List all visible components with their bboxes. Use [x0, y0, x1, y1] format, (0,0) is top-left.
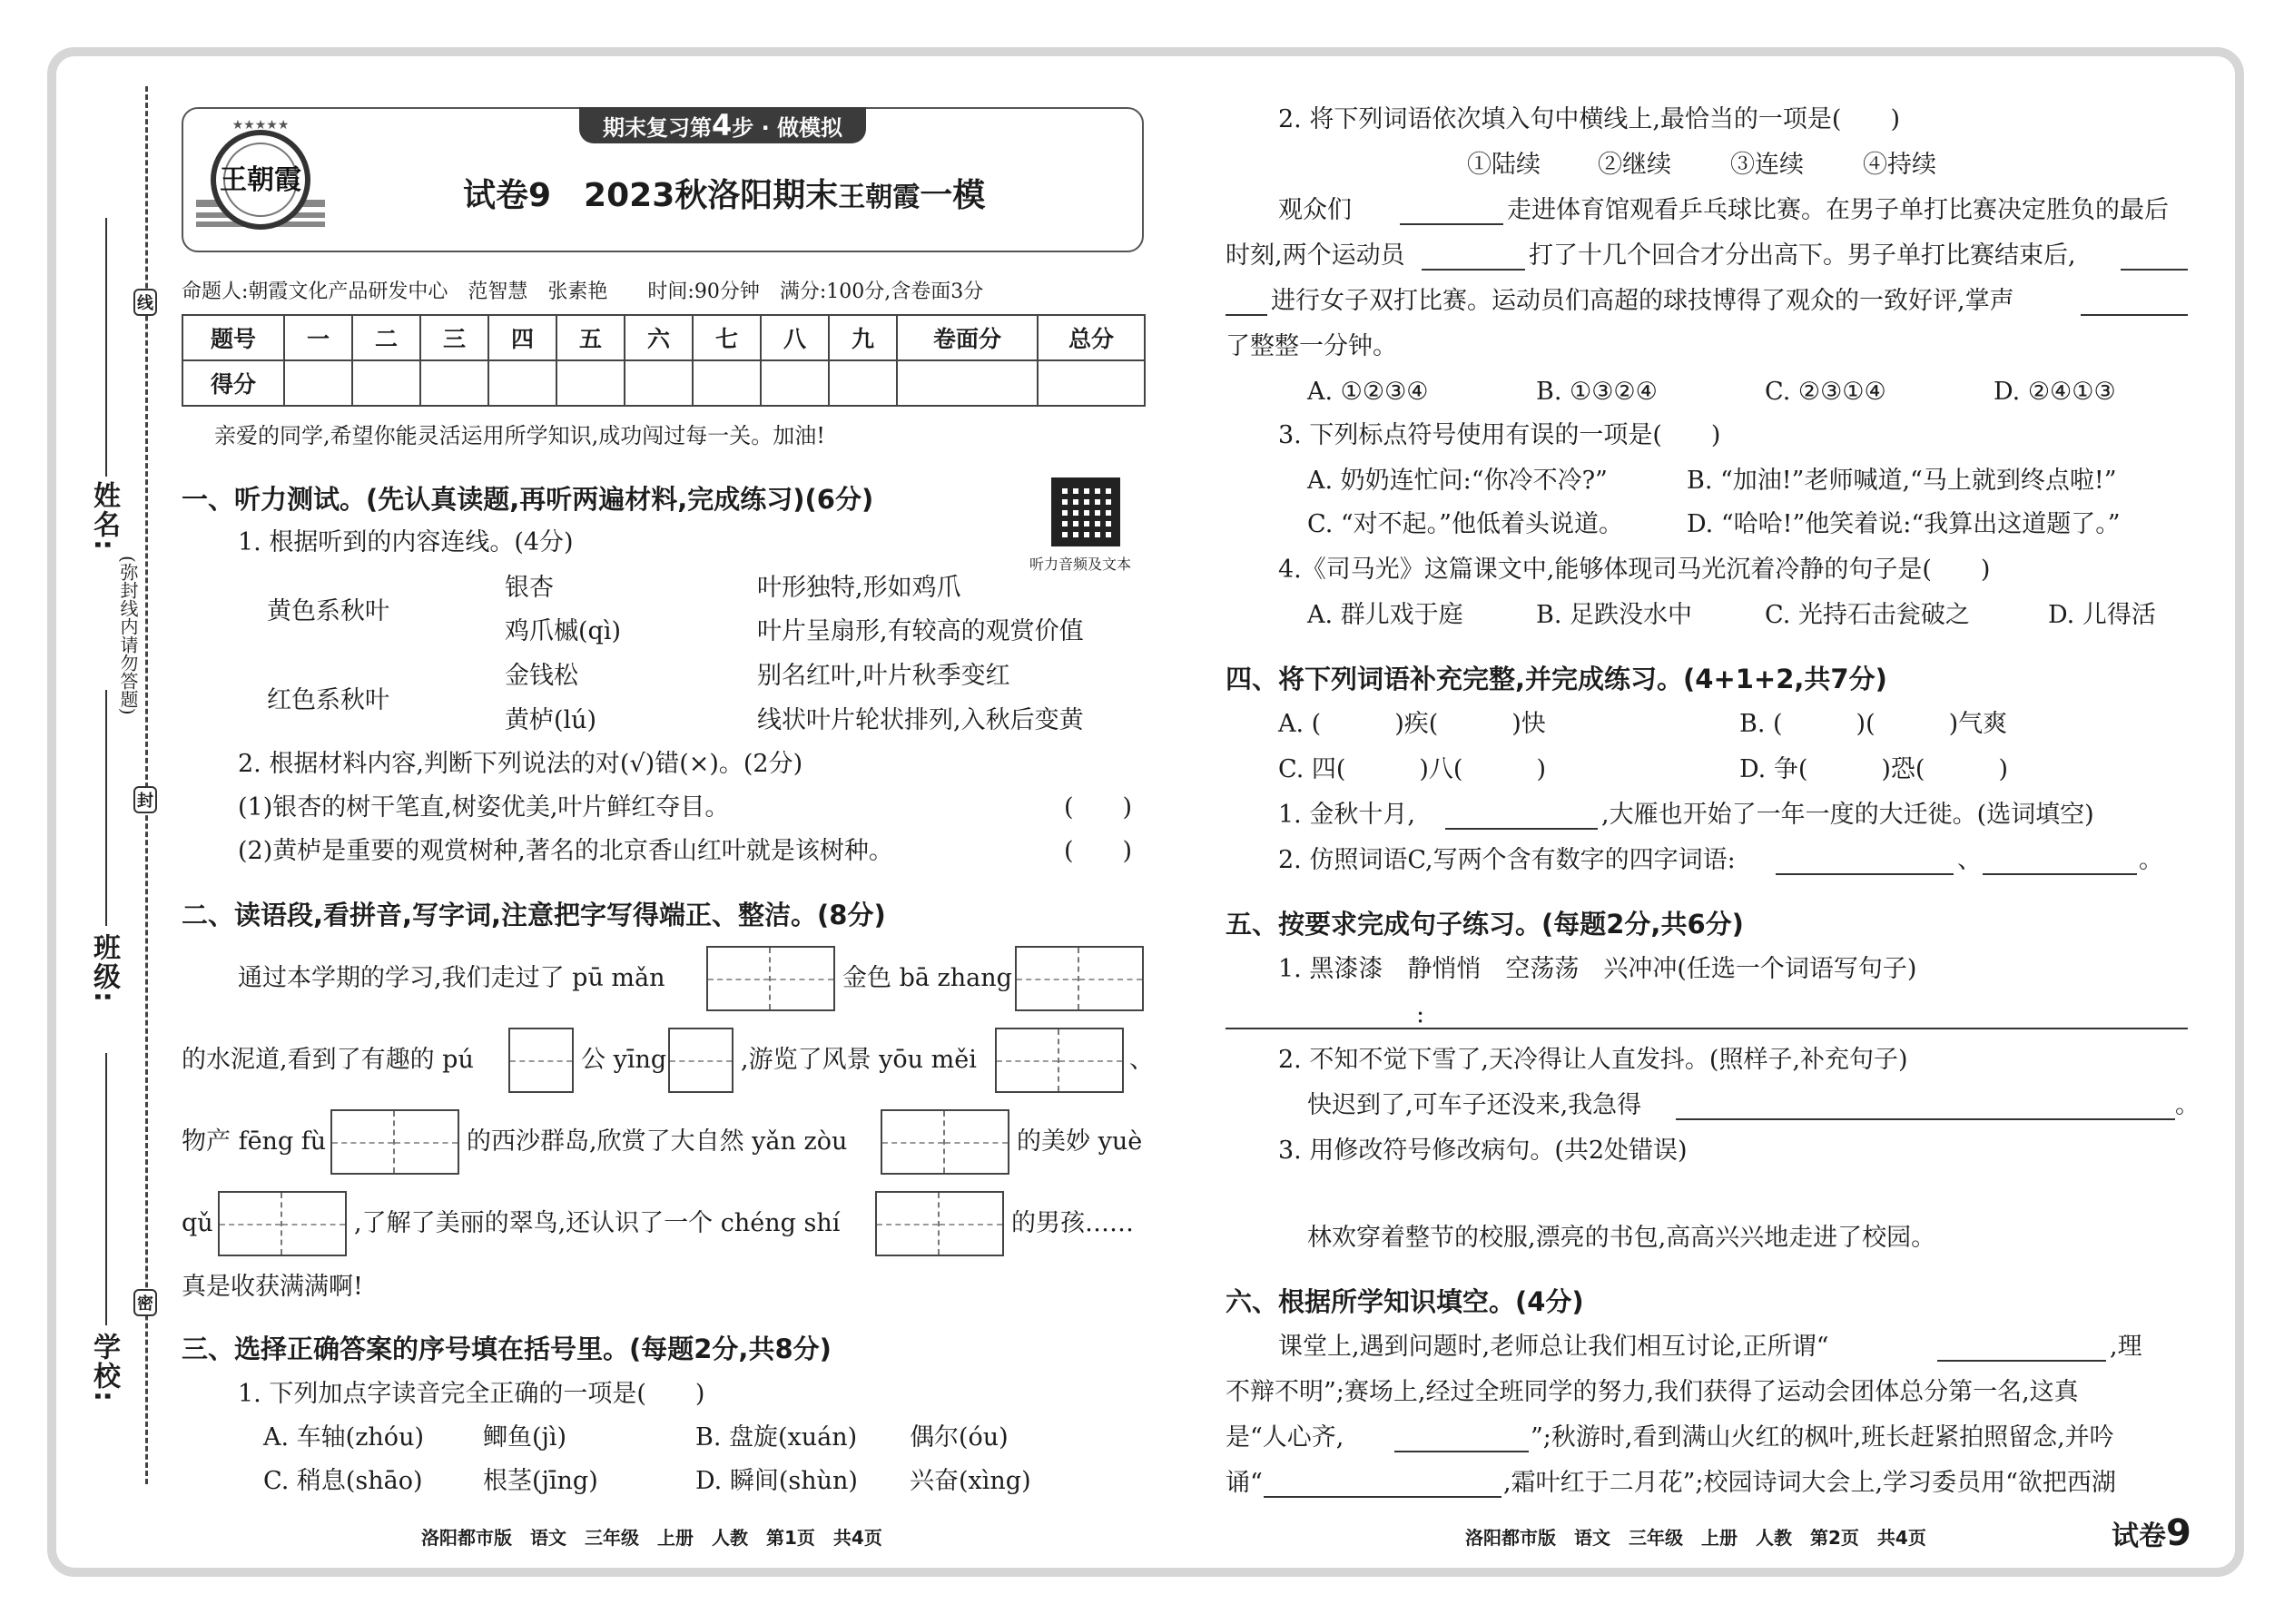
- qr-code[interactable]: [1051, 477, 1120, 546]
- s3-q3-opt[interactable]: D. “哈哈!”他笑着说:“我算出这道题了。”: [1687, 510, 2121, 538]
- s1-mid-3: 黄栌(lú): [505, 706, 597, 734]
- s1-j1: (1)银杏的树干笔直,树姿优美,叶片鲜红夺目。: [238, 793, 730, 822]
- banner-post: 步 · 做模拟: [732, 115, 843, 141]
- s3-q4-opt[interactable]: B. 足跌没水中: [1536, 601, 1693, 629]
- s1-j2-paren[interactable]: ( ): [1064, 837, 1133, 865]
- title-end: 一模: [920, 177, 986, 214]
- pinyin-grid[interactable]: [330, 1109, 459, 1175]
- s5-q1: 1. 黑漆漆 静悄悄 空荡荡 兴冲冲(任选一个词语写句子): [1278, 955, 1917, 983]
- class-field[interactable]: [105, 690, 107, 926]
- s6-l1b: ,理: [2110, 1333, 2142, 1361]
- score-cell[interactable]: [556, 360, 625, 406]
- s1-right-3: 线状叶片轮状排列,入秋后变黄: [757, 706, 1084, 734]
- seal-mark-xian: 线: [133, 289, 157, 316]
- blank-line[interactable]: [1400, 223, 1503, 225]
- s3-q2-p1b: 走进体育馆观看乒乓球比赛。在男子单打比赛决定胜负的最后: [1507, 196, 2169, 224]
- s3-q3-opt[interactable]: C. “对不起。”他低着头说道。: [1307, 510, 1623, 538]
- exam-title: [463, 176, 985, 218]
- s3-q2-p3: 进行女子双打比赛。运动员们高超的球技博得了观众的一致好评,掌声: [1271, 287, 2014, 315]
- score-cell[interactable]: [284, 360, 352, 406]
- s3-q2-opt: ④持续: [1863, 151, 1936, 179]
- s1-left-0: 黄色系秋叶: [267, 597, 389, 625]
- s3-q2-ans[interactable]: D. ②④①③: [1994, 378, 2116, 406]
- s6-l4a: 诵“: [1226, 1469, 1263, 1497]
- s2-l1a: 通过本学期的学习,我们走过了 pū mǎn: [238, 964, 665, 992]
- blank-line[interactable]: [2121, 269, 2188, 271]
- s6-l3a: 是“人心齐,: [1226, 1423, 1344, 1452]
- s1-title: 一、听力测试。(先认真读题,再听两遍材料,完成练习)(6分): [182, 484, 874, 515]
- blank-line[interactable]: [1422, 269, 1525, 271]
- blank-line[interactable]: [2081, 314, 2188, 316]
- s3-q4-opt[interactable]: D. 儿得活: [2048, 601, 2156, 629]
- s2-l4b: ,了解了美丽的翠鸟,还认识了一个 chéng shí: [354, 1209, 841, 1237]
- badge-number: 9: [2166, 1512, 2191, 1554]
- s2-l4a: qǔ: [182, 1209, 213, 1237]
- greeting: 亲爱的同学,希望你能灵活运用所学知识,成功闯过每一关。加油!: [214, 423, 825, 448]
- s3-q1-opt[interactable]: A. 车轴(zhóu): [263, 1423, 424, 1452]
- s5-q3-sentence: 林欢穿着整节的校服,漂亮的书包,高高兴兴地走进了校园。: [1307, 1224, 1936, 1252]
- s3-title: 三、选择正确答案的序号填在括号里。(每题2分,共8分): [182, 1334, 832, 1364]
- s5-q2c: 。: [2175, 1091, 2200, 1119]
- s4-q1b: ,大雁也开始了一年一度的大迁徙。(选词填空): [1601, 801, 2094, 829]
- s4-title: 四、将下列词语补充完整,并完成练习。(4+1+2,共7分): [1226, 664, 1887, 694]
- name-label: 姓名:: [88, 481, 120, 552]
- score-cell[interactable]: [420, 360, 488, 406]
- footer-right: 洛阳都市版 语文 三年级 上册 人教 第2页 共4页: [1465, 1527, 1926, 1549]
- s2-l2d: 、: [1129, 1046, 1154, 1074]
- blank-line[interactable]: [1983, 873, 2137, 875]
- s1-q1: 1. 根据听到的内容连线。(4分): [238, 528, 574, 556]
- seal-mark-feng: 封: [133, 786, 157, 813]
- s2-l2b: 公 yīng: [581, 1046, 667, 1074]
- score-cell[interactable]: [829, 360, 897, 406]
- s3-q1-opt: 鲫鱼(jì): [483, 1423, 567, 1452]
- score-head-cell: 总分: [1038, 315, 1145, 360]
- s3-q1-opt: 根茎(jīng): [483, 1467, 598, 1495]
- exam-badge: [2112, 1512, 2191, 1554]
- s2-l4c: 的男孩……: [1011, 1209, 1134, 1237]
- s3-q2-p1a: 观众们: [1278, 196, 1352, 224]
- s3-q4-opt[interactable]: A. 群儿戏于庭: [1307, 601, 1463, 629]
- s1-j1-paren[interactable]: ( ): [1064, 793, 1133, 822]
- blank-line[interactable]: [1264, 1496, 1501, 1498]
- s5-q2b: 快迟到了,可车子还没来,我急得: [1307, 1091, 1642, 1119]
- s1-q2: 2. 根据材料内容,判断下列说法的对(√)错(×)。(2分): [238, 750, 803, 778]
- pinyin-grid[interactable]: [881, 1109, 1009, 1175]
- s3-q2-ans[interactable]: A. ①②③④: [1307, 378, 1429, 406]
- score-head-cell: 七: [693, 315, 761, 360]
- s1-right-1: 叶片呈扇形,有较高的观赏价值: [757, 617, 1084, 645]
- s3-q4-opt[interactable]: C. 光持石击瓮破之: [1765, 601, 1970, 629]
- pinyin-grid[interactable]: [706, 946, 835, 1011]
- banner-pre: 期末复习第: [602, 115, 712, 141]
- score-cell[interactable]: [625, 360, 693, 406]
- pinyin-grid[interactable]: [995, 1028, 1124, 1093]
- s4-q2a: 2. 仿照词语C,写两个含有数字的四字词语:: [1278, 846, 1736, 874]
- s3-q1-opt: 偶尔(óu): [910, 1423, 1009, 1452]
- s2-l2c: ,游览了风景 yōu měi: [741, 1046, 977, 1074]
- seal-mark-mi: 密: [133, 1289, 157, 1316]
- score-head-cell: 八: [761, 315, 829, 360]
- s4-q2b: 、: [1957, 846, 1982, 874]
- s4-q2c: 。: [2139, 846, 2163, 874]
- blank-line[interactable]: [1226, 1028, 2188, 1029]
- s5-q2: 2. 不知不觉下雪了,天冷得让人直发抖。(照样子,补充句子): [1278, 1046, 1908, 1074]
- s6-l4b: ,霜叶红于二月花”;校园诗词大会上,学习委员用“欲把西湖: [1503, 1469, 2116, 1497]
- s1-mid-0: 银杏: [505, 574, 554, 602]
- blank-line[interactable]: [1676, 1118, 2175, 1120]
- score-row-label: 得分: [182, 360, 284, 406]
- s5-q3: 3. 用修改符号修改病句。(共2处错误): [1278, 1137, 1688, 1165]
- s3-q2-p2a: 时刻,两个运动员: [1226, 241, 1405, 270]
- s3-q1-opt[interactable]: C. 稍息(shāo): [263, 1467, 423, 1495]
- s3-q1-opt: 兴奋(xìng): [910, 1467, 1031, 1495]
- s1-right-2: 别名红叶,叶片秋季变红: [757, 662, 1010, 690]
- score-cell[interactable]: [897, 360, 1038, 406]
- score-cell[interactable]: [488, 360, 556, 406]
- score-head-cell: 二: [352, 315, 420, 360]
- s6-title: 六、根据所学知识填空。(4分): [1226, 1286, 1584, 1317]
- s2-l1b: 金色 bā zhang: [842, 964, 1012, 992]
- class-label: 班级:: [88, 933, 120, 1004]
- s2-title: 二、读语段,看拼音,写字词,注意把字写得端正、整洁。(8分): [182, 900, 886, 930]
- name-field[interactable]: [105, 218, 107, 477]
- s1-right-0: 叶形独特,形如鸡爪: [757, 574, 961, 602]
- s4-q1a: 1. 金秋十月,: [1278, 801, 1415, 829]
- s4-c[interactable]: C. 四( )八( ): [1278, 755, 1546, 783]
- s3-q1: 1. 下列加点字读音完全正确的一项是( ): [238, 1380, 705, 1408]
- s3-q2-p2b: 打了十几个回合才分出高下。男子单打比赛结束后,: [1529, 241, 2076, 270]
- qr-caption: 听力音频及文本: [1029, 556, 1132, 573]
- s1-j2: (2)黄栌是重要的观赏树种,著名的北京香山红叶就是该树种。: [238, 837, 893, 865]
- score-cell[interactable]: [693, 360, 761, 406]
- s6-l2: 不辩不明”;赛场上,经过全班同学的努力,我们获得了运动会团体总分第一名,这真: [1226, 1378, 2079, 1406]
- exam-meta: 命题人:朝霞文化产品研发中心 范智慧 张素艳 时间:90分钟 满分:100分,含卷面3分: [182, 281, 984, 303]
- blank-line[interactable]: [1776, 873, 1954, 875]
- score-head-cell: 九: [829, 315, 897, 360]
- pinyin-grid[interactable]: [668, 1028, 733, 1093]
- s2-l5: 真是收获满满啊!: [182, 1273, 363, 1301]
- score-head-cell: 六: [625, 315, 693, 360]
- score-head-cell: 一: [284, 315, 352, 360]
- score-header-row: [182, 315, 1145, 360]
- school-field[interactable]: [105, 1053, 107, 1325]
- pinyin-grid[interactable]: [218, 1191, 347, 1256]
- s1-mid-2: 金钱松: [505, 662, 578, 690]
- blank-line[interactable]: [1445, 828, 1598, 830]
- s3-q2-p4: 了整整一分钟。: [1226, 332, 1397, 360]
- s3-q4: 4.《司马光》这篇课文中,能够体现司马光沉着冷静的句子是( ): [1278, 556, 1991, 584]
- s3-q2-opt: ③连续: [1730, 151, 1804, 179]
- s2-l2a: 的水泥道,看到了有趣的 pú: [182, 1046, 474, 1074]
- footer-left: 洛阳都市版 语文 三年级 上册 人教 第1页 共4页: [421, 1527, 882, 1549]
- s4-a[interactable]: A. ( )疾( )快: [1278, 710, 1546, 738]
- s2-l3b: 的西沙群岛,欣赏了大自然 yǎn zòu: [467, 1127, 848, 1156]
- blank-line[interactable]: [1394, 1451, 1529, 1452]
- score-table: [182, 314, 1146, 407]
- s1-mid-1: 鸡爪槭(qì): [505, 617, 621, 645]
- score-cell[interactable]: [1038, 360, 1145, 406]
- banner-step: 4: [711, 108, 733, 143]
- s3-q3: 3. 下列标点符号使用有误的一项是( ): [1278, 421, 1721, 449]
- s3-q2-ans[interactable]: B. ①③②④: [1536, 378, 1658, 406]
- seal-note: (弥封线内请勿答题): [117, 556, 139, 715]
- pinyin-grid[interactable]: [875, 1191, 1004, 1256]
- school-label: 学校:: [88, 1333, 120, 1403]
- s3-q2-ans[interactable]: C. ②③①④: [1765, 378, 1886, 406]
- s3-q2: 2. 将下列词语依次填入句中横线上,最恰当的一项是( ): [1278, 105, 1900, 133]
- s5-colon: :: [1416, 1000, 1425, 1029]
- s2-l3c: 的美妙 yuè: [1017, 1127, 1143, 1156]
- svg-text:★★★★★: ★★★★★: [231, 118, 290, 133]
- title-main: 试卷9 2023秋洛阳期末: [463, 177, 839, 214]
- s5-title: 五、按要求完成句子练习。(每题2分,共6分): [1226, 909, 1744, 940]
- pinyin-grid[interactable]: [1015, 946, 1144, 1011]
- score-head-cell: 三: [420, 315, 488, 360]
- title-brand: 王朝霞: [838, 182, 921, 213]
- s3-q2-opt: ①陆续: [1467, 151, 1541, 179]
- badge-label: 试卷: [2112, 1521, 2166, 1552]
- brand-logo: [192, 118, 329, 241]
- s3-q1-opt[interactable]: D. 瞬间(shùn): [695, 1467, 858, 1495]
- score-head-cell: 五: [556, 315, 625, 360]
- s3-q3-opt[interactable]: A. 奶奶连忙问:“你冷不冷?”: [1307, 467, 1608, 495]
- s6-l3b: ”;秋游时,看到满山火红的枫叶,班长赶紧拍照留念,并吟: [1531, 1423, 2114, 1452]
- logo-text: 王朝霞: [220, 164, 301, 196]
- s3-q1-opt[interactable]: B. 盘旋(xuán): [695, 1423, 858, 1452]
- s3-q2-opt: ②继续: [1598, 151, 1671, 179]
- score-head-cell: 四: [488, 315, 556, 360]
- s4-d[interactable]: D. 争( )恐( ): [1739, 755, 2008, 783]
- score-value-row: [182, 360, 1145, 406]
- score-cell[interactable]: [761, 360, 829, 406]
- s1-left-1: 红色系秋叶: [267, 686, 389, 714]
- s3-q3-opt[interactable]: B. “加油!”老师喊道,“马上就到终点啦!”: [1687, 467, 2117, 495]
- s4-b[interactable]: B. ( )( )气爽: [1739, 710, 2008, 738]
- score-head-cell: 卷面分: [897, 315, 1038, 360]
- score-cell[interactable]: [352, 360, 420, 406]
- blank-line[interactable]: [1937, 1360, 2106, 1362]
- s2-l3a: 物产 fēng fù: [182, 1127, 327, 1156]
- blank-line[interactable]: [1226, 314, 1267, 316]
- score-head-cell: 题号: [182, 315, 284, 360]
- banner: [579, 107, 866, 143]
- s6-l1a: 课堂上,遇到问题时,老师总让我们相互讨论,正所谓“: [1278, 1333, 1829, 1361]
- pinyin-grid[interactable]: [508, 1028, 574, 1093]
